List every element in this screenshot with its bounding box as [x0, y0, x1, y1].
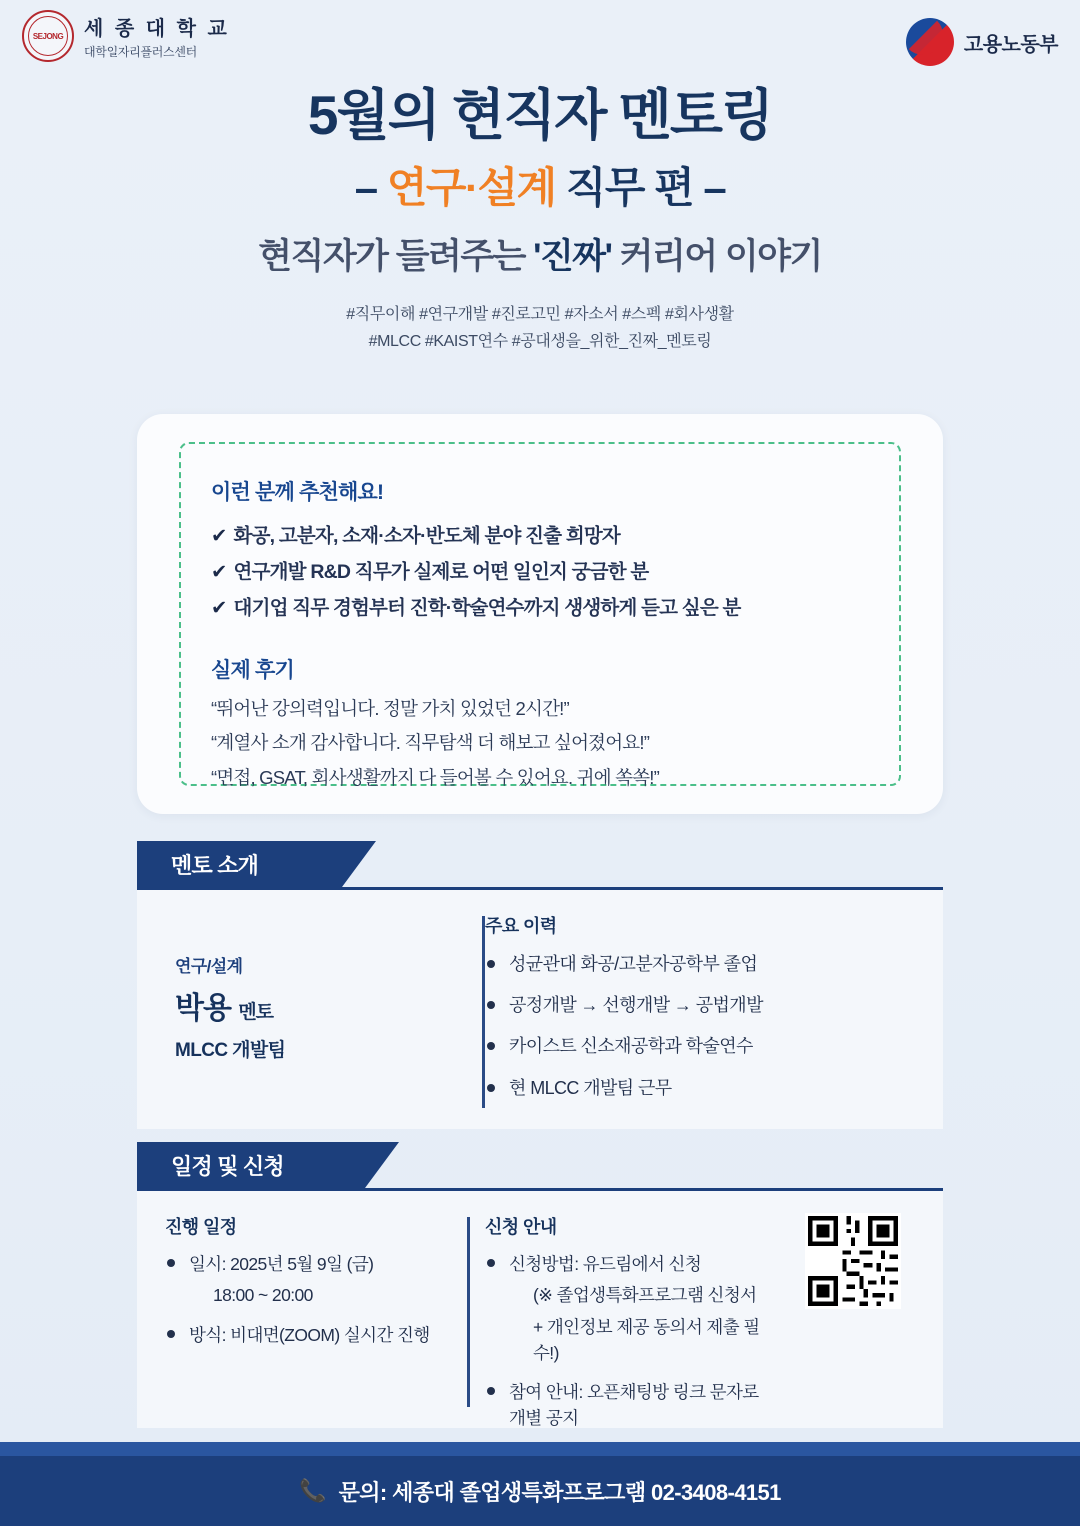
schedule-list [165, 1251, 455, 1348]
list-item: “뛰어난 강의력입니다. 정말 가치 있었던 2시간!” [211, 698, 569, 720]
list-item-label: 화공, 고분자, 소재·소자·반도체 분야 진출 희망자 [233, 525, 620, 547]
hashtags-line1: #직무이해 #연구개발 #진로고민 #자소서 #스펙 #회사생활 [346, 306, 734, 324]
list-item [211, 518, 873, 554]
sejong-seal-icon [22, 10, 74, 62]
phone-icon: 📞 [299, 1478, 327, 1503]
list-item: “계열사 소개 감사합니다. 직무탐색 더 해보고 싶어졌어요!” [211, 732, 650, 754]
list-item: (※ 졸업생특화프로그램 신청서 [533, 1285, 757, 1306]
check-icon: ✔ [211, 561, 227, 584]
hashtags [0, 301, 1080, 355]
list-item: 성균관대 화공/고분자공학부 졸업 [485, 952, 913, 977]
career-list [485, 952, 913, 1101]
list-item: 카이스트 신소재공학과 학술연수 [485, 1034, 913, 1059]
tagline-part2: 커리어 이야기 [611, 237, 822, 277]
schedule-section-body [137, 1188, 943, 1428]
mentor-role: 연구/설계 [175, 957, 243, 976]
seal-text: SEJONG [32, 31, 64, 41]
hashtags-line2: #MLCC #KAIST연수 #공대생을_위한_진짜_멘토링 [368, 333, 712, 351]
schedule-column [165, 1213, 455, 1361]
list-item: 현 MLCC 개발팀 근무 [485, 1076, 913, 1101]
government-logo [906, 18, 1058, 66]
center-name: 대학일자리플러스센터 [84, 45, 197, 59]
list-item: 참여 안내: 오픈채팅방 링크 문자로 개별 공지 [485, 1379, 763, 1432]
apply-list [485, 1251, 763, 1471]
list-item-label: 연구개발 R&D 직무가 실제로 어떤 일인지 궁금한 분 [233, 561, 649, 584]
review-heading: 실제 후기 [211, 659, 294, 683]
career-heading: 주요 이력 [485, 916, 557, 936]
section-tab-schedule: 일정 및 신청 [137, 1142, 365, 1188]
list-item: + 개인정보 제공 동의서 제출 필수!) [533, 1316, 760, 1363]
review-list [211, 692, 873, 795]
page-title: 5월의 현직자 멘토링 [307, 84, 773, 146]
university-logo [22, 10, 230, 62]
footer-contact: 문의: 세종대 졸업생특화프로그램 02-3408-4151 [338, 1479, 781, 1505]
tagline-part1: 현직자가 들려주는 [258, 237, 534, 277]
subtitle-line [0, 155, 1080, 215]
subtitle-suffix: 직무 편 – [565, 164, 726, 212]
tagline-emph: '진짜' [533, 237, 612, 277]
list-item: 방식: 비대면(ZOOM) 실시간 진행 [165, 1322, 455, 1348]
subtitle-highlight: 연구·설계 [386, 164, 556, 212]
schedule-heading: 진행 일정 [165, 1217, 237, 1237]
gov-label: 고용노동부 [963, 33, 1058, 56]
list-item: 공정개발 → 선행개발 → 공법개발 [485, 993, 913, 1018]
mentor-profile [175, 952, 475, 1062]
recommend-list [211, 518, 873, 626]
vertical-divider [467, 1217, 470, 1407]
list-item-label: 대기업 직무 경험부터 진학·학술연수까지 생생하게 듣고 싶은 분 [233, 597, 741, 620]
mentor-name-suffix: 멘토 [238, 1002, 274, 1023]
qr-code[interactable] [805, 1213, 901, 1309]
apply-heading: 신청 안내 [485, 1217, 557, 1237]
mentor-section-body [137, 887, 943, 1129]
footer-band [0, 1442, 1080, 1456]
mentor-name [175, 983, 475, 1027]
footer [0, 1456, 1080, 1526]
tagline [0, 229, 1080, 279]
check-icon: ✔ [211, 597, 227, 620]
subtitle-prefix: – [354, 164, 377, 212]
title-block [0, 84, 1080, 356]
list-item [211, 554, 873, 590]
mentor-name-text: 박용 [175, 992, 231, 1025]
recommend-card [137, 414, 943, 814]
list-item: 일시: 2025년 5월 9일 (금) [165, 1251, 455, 1277]
university-name: 세 종 대 학 교 [84, 18, 230, 40]
list-item: 18:00 ~ 20:00 [213, 1285, 313, 1306]
taegeuk-icon [906, 18, 954, 66]
header-bar [0, 0, 1080, 82]
recommend-heading: 이런 분께 추천해요! [211, 481, 384, 504]
list-item: “면접, GSAT, 회사생활까지 다 들어볼 수 있어요. 귀에 쏙쏙!” [211, 766, 659, 788]
list-item [211, 590, 873, 626]
section-tab-mentor: 멘토 소개 [137, 841, 342, 887]
check-icon: ✔ [211, 525, 227, 547]
mentor-team: MLCC 개발팀 [175, 1040, 286, 1061]
list-item: 신청방법: 유드림에서 신청 [485, 1251, 763, 1277]
